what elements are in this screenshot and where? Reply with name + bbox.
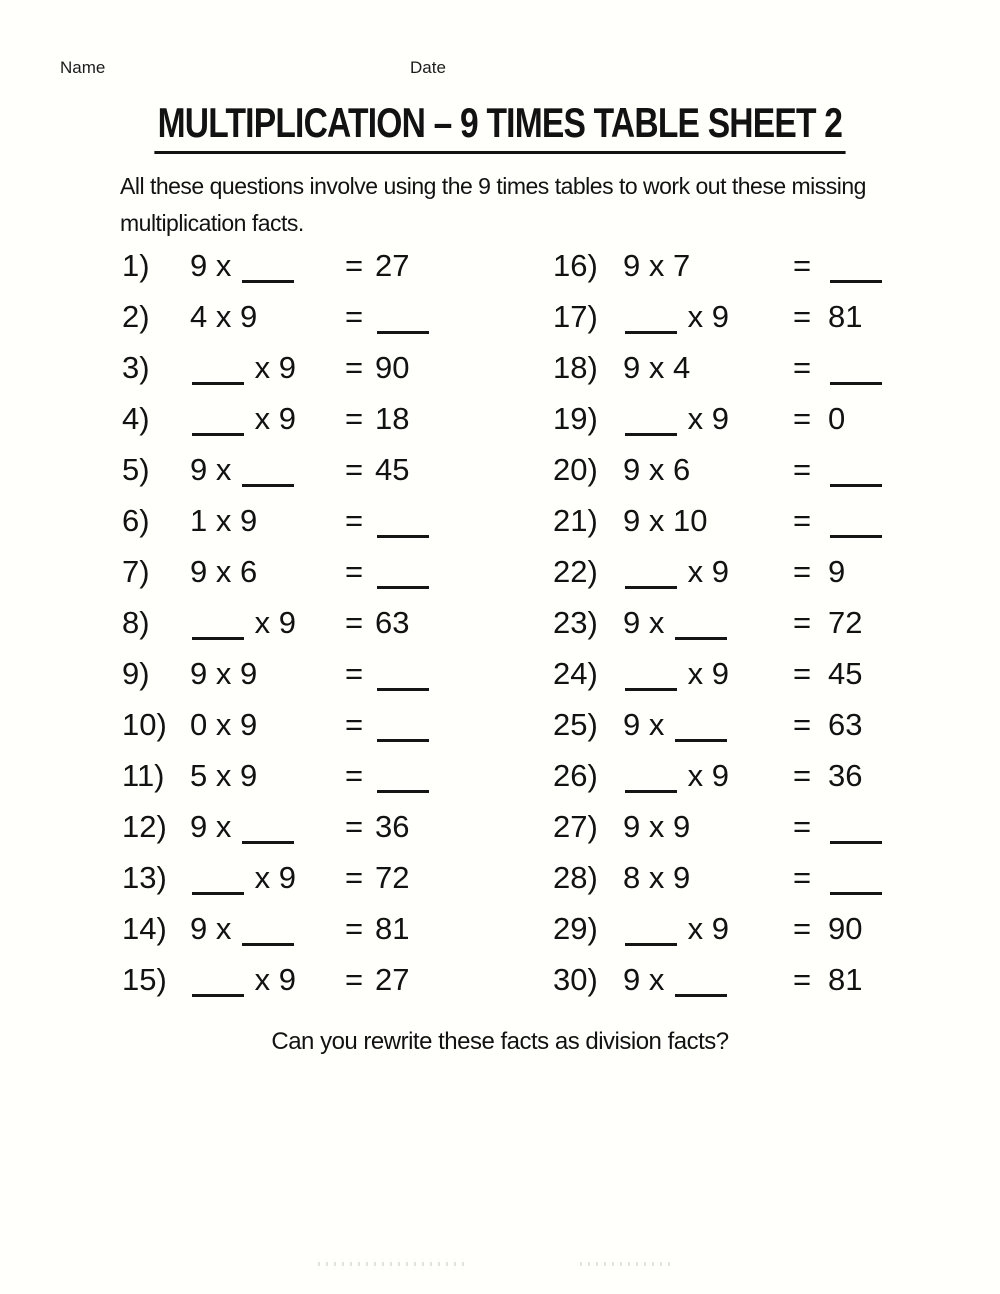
- equals-sign: =: [345, 502, 364, 538]
- equals-sign: =: [345, 349, 364, 385]
- blank-first-factor: [625, 668, 677, 691]
- question-number: 27): [553, 808, 598, 844]
- instructions-line-1: All these questions involve using the 9 times tables to work out these missing: [120, 173, 866, 199]
- question-row: [553, 954, 998, 1005]
- question-expression: 9 x 9: [190, 655, 258, 691]
- question-row: [122, 240, 547, 291]
- blank-second-factor: [242, 923, 294, 946]
- question-expression: 9 x: [190, 911, 345, 947]
- equals-sign: =: [793, 910, 812, 946]
- question-expression: x 9: [190, 401, 345, 437]
- equals-sign: =: [345, 451, 364, 487]
- blank-first-factor: [625, 770, 677, 793]
- question-expression: x 9: [623, 554, 793, 590]
- question-number: 18): [553, 349, 598, 385]
- question-row: [553, 852, 998, 903]
- equals-sign: =: [793, 247, 812, 283]
- questions-column-right: [553, 240, 998, 1005]
- question-row: [553, 495, 998, 546]
- question-answer: [828, 809, 998, 845]
- blank-first-factor: [192, 974, 244, 997]
- equals-sign: =: [345, 553, 364, 589]
- question-row: [122, 954, 547, 1005]
- question-answer: [375, 656, 547, 692]
- blank-second-factor: [242, 821, 294, 844]
- question-number: 13): [122, 859, 167, 895]
- question-number: 30): [553, 961, 598, 997]
- question-number: 10): [122, 706, 167, 742]
- blank-answer: [377, 515, 429, 538]
- question-expression: 9 x: [623, 707, 793, 743]
- question-row: [553, 648, 998, 699]
- question-row: [553, 342, 998, 393]
- instructions-text: [120, 168, 866, 242]
- question-expression: x 9: [623, 758, 793, 794]
- question-number: 17): [553, 298, 598, 334]
- question-number: 9): [122, 655, 150, 691]
- question-number: 24): [553, 655, 598, 691]
- blank-first-factor: [625, 311, 677, 334]
- equals-sign: =: [793, 400, 812, 436]
- equals-sign: =: [793, 757, 812, 793]
- question-number: 8): [122, 604, 150, 640]
- name-label: Name: [60, 58, 106, 77]
- question-row: [122, 699, 547, 750]
- title-container: [0, 99, 1000, 154]
- questions-column-left: [122, 240, 547, 1005]
- question-number: 23): [553, 604, 598, 640]
- question-number: 25): [553, 706, 598, 742]
- question-number: 21): [553, 502, 598, 538]
- equals-sign: =: [793, 655, 812, 691]
- question-expression: 9 x: [190, 248, 345, 284]
- blank-second-factor: [675, 719, 727, 742]
- equals-sign: =: [793, 298, 812, 334]
- question-answer: 72: [375, 859, 410, 895]
- instructions-line-2: multiplication facts.: [120, 210, 304, 236]
- question-row: [122, 393, 547, 444]
- question-expression: 5 x 9: [190, 757, 258, 793]
- question-expression: x 9: [623, 656, 793, 692]
- question-answer: 27: [375, 247, 410, 283]
- equals-sign: =: [345, 298, 364, 334]
- question-expression: 1 x 9: [190, 502, 258, 538]
- blank-answer: [377, 566, 429, 589]
- question-expression: x 9: [190, 860, 345, 896]
- question-answer: 90: [375, 349, 410, 385]
- question-answer: [828, 452, 998, 488]
- question-row: [553, 393, 998, 444]
- question-number: 2): [122, 298, 150, 334]
- blank-first-factor: [625, 413, 677, 436]
- question-number: 16): [553, 247, 598, 283]
- question-row: [553, 801, 998, 852]
- blank-answer: [830, 464, 882, 487]
- question-expression: 4 x 9: [190, 298, 258, 334]
- date-label: Date: [410, 58, 446, 77]
- equals-sign: =: [793, 808, 812, 844]
- question-answer: [828, 350, 998, 386]
- equals-sign: =: [345, 247, 364, 283]
- question-row: [122, 291, 547, 342]
- blank-answer: [830, 362, 882, 385]
- question-number: 11): [122, 757, 165, 793]
- blank-second-factor: [675, 617, 727, 640]
- question-answer: 90: [828, 910, 863, 946]
- question-answer: 18: [375, 400, 410, 436]
- question-row: [122, 342, 547, 393]
- question-expression: x 9: [623, 911, 793, 947]
- question-expression: 9 x 4: [623, 349, 691, 385]
- equals-sign: =: [345, 655, 364, 691]
- question-expression: 9 x 7: [623, 247, 691, 283]
- question-row: [122, 597, 547, 648]
- question-row: [122, 852, 547, 903]
- question-number: 15): [122, 961, 167, 997]
- question-row: [553, 291, 998, 342]
- blank-answer: [830, 872, 882, 895]
- question-row: [122, 750, 547, 801]
- question-number: 5): [122, 451, 150, 487]
- question-number: 4): [122, 400, 150, 436]
- blank-first-factor: [625, 566, 677, 589]
- question-row: [553, 546, 998, 597]
- question-expression: 0 x 9: [190, 706, 258, 742]
- blank-second-factor: [675, 974, 727, 997]
- equals-sign: =: [793, 502, 812, 538]
- equals-sign: =: [345, 808, 364, 844]
- question-row: [122, 495, 547, 546]
- equals-sign: =: [345, 910, 364, 946]
- question-row: [122, 801, 547, 852]
- question-number: 28): [553, 859, 598, 895]
- equals-sign: =: [793, 706, 812, 742]
- question-answer: 45: [375, 451, 410, 487]
- question-expression: 9 x: [623, 605, 793, 641]
- equals-sign: =: [345, 400, 364, 436]
- question-expression: 9 x 10: [623, 502, 708, 538]
- question-answer: 63: [375, 604, 410, 640]
- question-expression: x 9: [623, 401, 793, 437]
- blank-first-factor: [625, 923, 677, 946]
- faint-watermark-artifact: [580, 1262, 675, 1266]
- question-answer: 36: [375, 808, 410, 844]
- blank-answer: [377, 770, 429, 793]
- equals-sign: =: [793, 961, 812, 997]
- question-answer: [375, 758, 547, 794]
- question-expression: 9 x: [190, 809, 345, 845]
- question-row: [553, 750, 998, 801]
- question-answer: [828, 248, 998, 284]
- question-row: [122, 546, 547, 597]
- question-answer: [375, 299, 547, 335]
- question-row: [553, 240, 998, 291]
- question-expression: 8 x 9: [623, 859, 691, 895]
- blank-second-factor: [242, 260, 294, 283]
- equals-sign: =: [793, 451, 812, 487]
- blank-answer: [377, 719, 429, 742]
- question-expression: x 9: [190, 350, 345, 386]
- question-answer: 27: [375, 961, 410, 997]
- equals-sign: =: [345, 961, 364, 997]
- blank-answer: [377, 311, 429, 334]
- question-row: [553, 597, 998, 648]
- blank-answer: [377, 668, 429, 691]
- question-row: [122, 444, 547, 495]
- question-answer: 72: [828, 604, 863, 640]
- question-number: 1): [122, 247, 150, 283]
- question-answer: 81: [828, 298, 863, 334]
- equals-sign: =: [345, 859, 364, 895]
- question-expression: x 9: [190, 605, 345, 641]
- question-number: 7): [122, 553, 150, 589]
- equals-sign: =: [793, 859, 812, 895]
- blank-answer: [830, 821, 882, 844]
- question-expression: 9 x 6: [190, 553, 258, 589]
- question-answer: 9: [828, 553, 846, 589]
- question-answer: [375, 554, 547, 590]
- question-expression: x 9: [623, 299, 793, 335]
- question-number: 20): [553, 451, 598, 487]
- question-row: [553, 699, 998, 750]
- question-answer: 45: [828, 655, 863, 691]
- question-number: 29): [553, 910, 598, 946]
- blank-first-factor: [192, 617, 244, 640]
- question-row: [122, 648, 547, 699]
- equals-sign: =: [345, 757, 364, 793]
- question-number: 14): [122, 910, 167, 946]
- blank-first-factor: [192, 413, 244, 436]
- question-number: 6): [122, 502, 150, 538]
- question-answer: 81: [375, 910, 410, 946]
- question-answer: 81: [828, 961, 863, 997]
- equals-sign: =: [345, 604, 364, 640]
- question-row: [553, 444, 998, 495]
- blank-first-factor: [192, 362, 244, 385]
- page-title: MULTIPLICATION – 9 TIMES TABLE SHEET 2: [155, 99, 846, 154]
- question-number: 26): [553, 757, 598, 793]
- blank-second-factor: [242, 464, 294, 487]
- question-number: 19): [553, 400, 598, 436]
- question-expression: 9 x: [190, 452, 345, 488]
- equals-sign: =: [793, 349, 812, 385]
- question-answer: [828, 503, 998, 539]
- footer-prompt: Can you rewrite these facts as division facts?: [271, 1028, 729, 1055]
- question-number: 22): [553, 553, 598, 589]
- equals-sign: =: [345, 706, 364, 742]
- question-answer: 0: [828, 400, 846, 436]
- question-expression: 9 x: [623, 962, 793, 998]
- faint-watermark-artifact: [318, 1262, 468, 1266]
- question-row: [553, 903, 998, 954]
- blank-first-factor: [192, 872, 244, 895]
- question-answer: [375, 503, 547, 539]
- question-answer: [828, 860, 998, 896]
- question-answer: [375, 707, 547, 743]
- question-expression: 9 x 6: [623, 451, 691, 487]
- question-number: 12): [122, 808, 167, 844]
- equals-sign: =: [793, 553, 812, 589]
- question-answer: 63: [828, 706, 863, 742]
- equals-sign: =: [793, 604, 812, 640]
- question-expression: x 9: [190, 962, 345, 998]
- question-number: 3): [122, 349, 150, 385]
- question-answer: 36: [828, 757, 863, 793]
- blank-answer: [830, 260, 882, 283]
- question-row: [122, 903, 547, 954]
- question-expression: 9 x 9: [623, 808, 691, 844]
- blank-answer: [830, 515, 882, 538]
